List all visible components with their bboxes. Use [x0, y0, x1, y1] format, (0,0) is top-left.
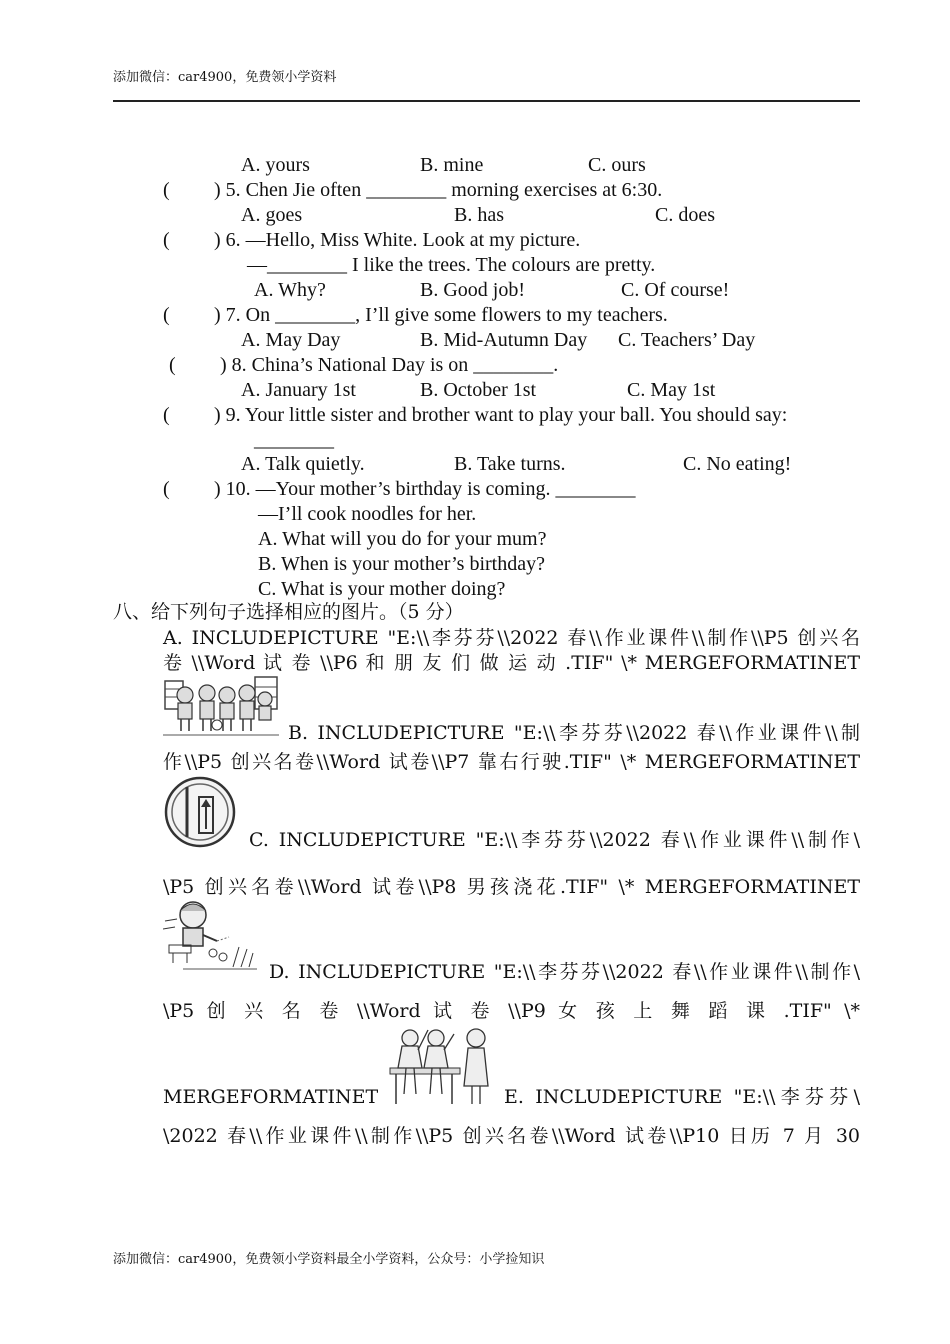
q8-option-a: A. January 1st	[241, 379, 356, 401]
q4-option-c: C. ours	[588, 154, 646, 176]
item-b-line1: B. INCLUDEPICTURE "E:\\李芬芬\\2022 春\\作业课件\\制	[288, 722, 860, 744]
q6-option-b: B. Good job!	[420, 279, 525, 301]
q5-option-b: B. has	[454, 204, 504, 226]
q10-option-a: A. What will you do for your mum?	[258, 528, 547, 550]
q10-option-b: B. When is your mother’s birthday?	[258, 553, 545, 575]
item-d-line2: \P5 创 兴 名 卷 \\Word 试 卷 \\P9 女 孩 上 舞 蹈 课 .TIF" \*	[163, 1000, 860, 1022]
section8-title: 八、给下列句子选择相应的图片。（5 分）	[113, 601, 464, 623]
q6-answer-paren[interactable]: (	[163, 229, 170, 251]
page-header: 添加微信：car4900，免费领小学资料	[113, 70, 337, 85]
boy-watering-flowers-image	[163, 897, 257, 973]
item-d-line3: MERGEFORMATINET	[163, 1086, 379, 1108]
q9-option-a: A. Talk quietly.	[241, 453, 365, 475]
q8-stem: ) 8. China’s National Day is on ________.	[220, 354, 559, 376]
q7-answer-paren[interactable]: (	[163, 304, 170, 326]
q10-line2: —I’ll cook noodles for her.	[258, 503, 477, 525]
q9-option-c: C. No eating!	[683, 453, 792, 475]
q6-option-a: A. Why?	[254, 279, 326, 301]
q7-option-c: C. Teachers’ Day	[618, 329, 756, 351]
q10-option-c: C. What is your mother doing?	[258, 578, 506, 600]
item-e-line1: E. INCLUDEPICTURE "E:\\李芬芬\	[504, 1086, 860, 1108]
girls-dance-class-image	[388, 1024, 492, 1106]
q4-option-b: B. mine	[420, 154, 484, 176]
q7-option-b: B. Mid-Autumn Day	[420, 329, 588, 351]
q8-answer-paren[interactable]: (	[169, 354, 176, 376]
item-e-line2: \2022 春\\作业课件\\制作\\P5 创兴名卷\\Word 试卷\\P10 日历 7 月 30	[163, 1125, 860, 1147]
item-c-line1: C. INCLUDEPICTURE "E:\\李芬芬\\2022 春\\作业课件\\制作\	[249, 829, 860, 851]
keep-right-sign-image	[163, 775, 237, 849]
q4-option-a: A. yours	[241, 154, 310, 176]
q9-stem: ) 9. Your little sister and brother want to play your ball. You should say:	[214, 404, 788, 426]
q10-answer-paren[interactable]: (	[163, 478, 170, 500]
item-b-line2: 作\\P5 创兴名卷\\Word 试卷\\P7 靠右行驶.TIF" \* MERGEFORMATINET	[163, 751, 860, 773]
q10-stem: ) 10. —Your mother’s birthday is coming. ________	[214, 478, 636, 500]
q9-blank: ________	[254, 429, 334, 451]
q5-option-c: C. does	[655, 204, 715, 226]
q6-option-c: C. Of course!	[621, 279, 730, 301]
q6-line2: —________ I like the trees. The colours are pretty.	[247, 254, 656, 276]
item-c-line2: \P5 创兴名卷\\Word 试卷\\P8 男孩浇花.TIF" \* MERGEFORMATINET	[163, 876, 860, 898]
q8-option-b: B. October 1st	[420, 379, 537, 401]
page-footer: 添加微信：car4900，免费领小学资料最全小学资料，公众号：小学捡知识	[113, 1252, 545, 1267]
q5-answer-paren[interactable]: (	[163, 179, 170, 201]
q7-stem: ) 7. On ________, I’ll give some flowers to my teachers.	[214, 304, 668, 326]
q9-option-b: B. Take turns.	[454, 453, 566, 475]
q5-option-a: A. goes	[241, 204, 303, 226]
q9-answer-paren[interactable]: (	[163, 404, 170, 426]
item-a-line1: A. INCLUDEPICTURE "E:\\李芬芬\\2022 春\\作业课件\\制作\\P5 创兴名	[163, 627, 860, 649]
q7-option-a: A. May Day	[241, 329, 341, 351]
q6-stem: ) 6. —Hello, Miss White. Look at my picture.	[214, 229, 581, 251]
q8-option-c: C. May 1st	[627, 379, 716, 401]
item-a-line2: 卷 \\Word 试 卷 \\P6 和 朋 友 们 做 运 动 .TIF" \* MERGEFORMATINET	[163, 652, 860, 674]
q5-stem: ) 5. Chen Jie often ________ morning exercises at 6:30.	[214, 179, 663, 201]
header-rule	[113, 100, 860, 102]
friends-sports-image	[163, 675, 279, 739]
item-d-line1: D. INCLUDEPICTURE "E:\\李芬芬\\2022 春\\作业课件\\制作\	[269, 961, 860, 983]
